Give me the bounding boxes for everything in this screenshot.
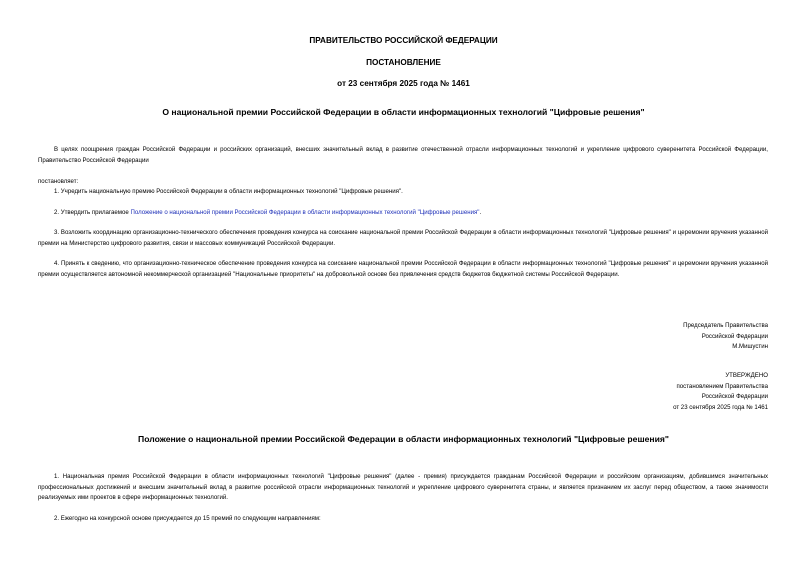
approval-line-1: УТВЕРЖДЕНО — [725, 372, 768, 379]
signature-block — [683, 321, 768, 353]
item-2-prefix: 2. Утвердить прилагаемое — [54, 209, 131, 216]
item-3: 3. Возложить координацию организационно-технического обеспечения проведения конкурса на соискание национальной премии Российской Федерации в области информационных технологий "Цифровые решения" и церемонии вручения указанной премии на Министерство цифрового развития, связи и массовых коммуникаций Российской Федерации. — [38, 229, 768, 247]
approval-block — [673, 371, 768, 413]
signature-line-1: Председатель Правительства — [683, 322, 768, 329]
item-1: 1. Учредить национальную премию Российской Федерации в области информационных технологий "Цифровые решения". — [54, 188, 403, 195]
item-2-suffix: . — [479, 209, 482, 216]
document-title: О национальной премии Российской Федерации в области информационных технологий "Цифровые решения" — [162, 107, 645, 117]
decree-word: постановляет: — [38, 178, 79, 185]
approval-line-2: постановлением Правительства — [676, 382, 768, 390]
regulation-link[interactable]: Положение о национальной премии Российской Федерации в области информационных технологий "Цифровые решения" — [130, 209, 480, 216]
signature-name: М.Мишустин — [732, 343, 768, 350]
approval-line-3: Российской Федерации — [701, 393, 768, 400]
regulation-paragraph-1: 1. Национальная премия Российской Федерации в области информационных технологий "Цифровые решения" (далее - премия) присуждается гражданам Российской Федерации и российским организациям, добившимся значительных профессиональных достижений и внесшим значительный вклад в развитие российской отрасли информационных технологий и укрепление цифрового суверенитета страны, и является признанием их заслуг перед обществом, а также значимости реализуемых ими проектов в сфере информационных технологий. — [38, 473, 768, 501]
regulation-paragraph-2: 2. Ежегодно на конкурсной основе присуждается до 15 премий по следующим направлениям: — [54, 515, 321, 522]
regulation-title: Положение о национальной премии Российской Федерации в области информационных технологий "Цифровые решения" — [138, 434, 669, 444]
item-4: 4. Принять к сведению, что организационно-техническое обеспечение проведения конкурса на соискание национальной премии Российской Федерации в области информационных технологий "Цифровые решения" и церемонии вручения указанной премии осуществляется автономной некоммерческой организацией "Национальные приоритеты" на добровольной основе без привлечения средств бюджетов бюджетной системы Российской Федерации. — [38, 260, 768, 278]
signature-line-2: Российской Федерации — [701, 332, 768, 340]
approval-line-4: от 23 сентября 2025 года № 1461 — [673, 403, 768, 411]
item-2 — [38, 208, 768, 219]
intro-paragraph: В целях поощрения граждан Российской Федерации и российских организаций, внесших значительный вклад в развитие отечественной отрасли информационных технологий и укрепление цифрового суверенитета Российской Федерации, Правительство Российской Федерации — [38, 146, 768, 164]
doc-type-heading: ПОСТАНОВЛЕНИЕ — [366, 58, 441, 67]
government-heading: ПРАВИТЕЛЬСТВО РОССИЙСКОЙ ФЕДЕРАЦИИ — [309, 36, 498, 45]
date-number: от 23 сентября 2025 года № 1461 — [337, 79, 470, 88]
